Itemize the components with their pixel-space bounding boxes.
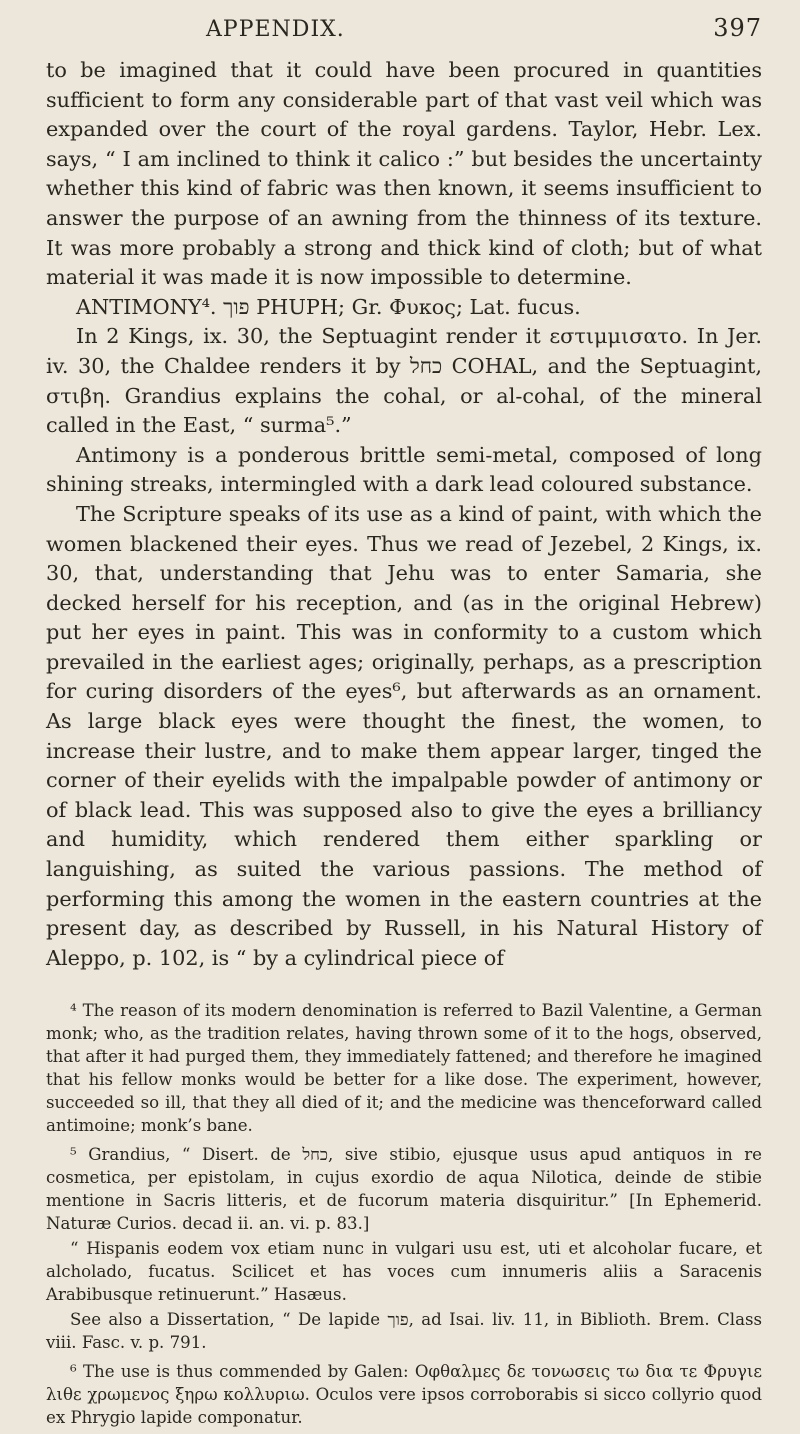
paragraph-scripture-use: The Scripture speaks of its use as a kind of paint, with which the women blackened their eyes. Thus we read of Jezebel, 2 Kings, ix. 30, that, understanding that Jehu was to enter Samaria, she decked herself for his reception, and (as in the original Hebrew) put her eyes in paint. This was in conformity to a custom which prevailed in the earliest ages; originally, perhaps, as a prescription for curing disorders of the eyes⁶, but afterwards as an ornament. As large black eyes were thought the finest, the women, to increase their lustre, and to make them appear larger, tinged the corner of their eyelids with the impalpable powder of antimony or of black lead. This was supposed also to give the eyes a brilliancy and humidity, which rendered them either sparkling or languishing, as suited the various passions. The method of performing this among the women in the eastern countries at the present day, as described by Russell, in his Natural History of Aleppo, p. 102, is “ by a cylindrical piece of: [46, 501, 762, 970]
running-header: [46, 14, 762, 42]
entry-heading-antimony: ANTIMONY⁴. פוך PHUPH; Gr. Φυκος; Lat. fucus.: [76, 294, 581, 319]
running-title: APPENDIX.: [206, 17, 345, 42]
paragraph-description: Antimony is a ponderous brittle semi-metal, composed of long shining streaks, intermingled with a dark lead coloured substance.: [46, 442, 762, 497]
main-text: [46, 56, 762, 973]
footnote-5-see-also: See also a Dissertation, “ De lapide פוך, ad Isai. liv. 11, in Biblioth. Brem. Class viii. Fasc. v. p. 791.: [46, 1310, 763, 1353]
footnotes: [46, 999, 762, 1429]
footnote-6: ⁶ The use is thus commended by Galen: Οφθαλμες δε τονωσεις τω δια τε Φρυγιε λιθε χρωμενος ξηρω κολλυριω. Oculos vere ipsos corroborabis si sicco collyrio quod ex Phrygio lapide componatur.: [46, 1362, 762, 1428]
footnote-4: ⁴ The reason of its modern denomination is referred to Bazil Valentine, a German monk; who, as the tradition relates, having thrown some of it to the hogs, observed, that after it had purged them, they immediately fattened; and therefore he imagined that his fellow monks would be better for a like dose. The experiment, however, succeeded so ill, that they all died of it; and the medicine was thenceforward called antimoine; monk’s bane.: [46, 1001, 762, 1136]
footnote-5-quote: “ Hispanis eodem vox etiam nunc in vulgari usu est, uti et alcoholar fucare, et alcholado, fucatus. Scilicet et has voces cum innumeris aliis a Saracenis Arabibusque retinuerunt.” Hasæus.: [46, 1239, 762, 1305]
page-number: 397: [713, 14, 762, 42]
footnote-5: ⁵ Grandius, “ Disert. de כחל, sive stibio, ejusque usus apud antiquos in re cosmetica, per epistolam, in cujus exordio de aqua Nilotica, deinde de stibie mentione in Sacris litteris, et de fucorum materia disquiritur.” [In Ephemerid. Naturæ Curios. decad ii. an. vi. p. 83.]: [46, 1145, 762, 1234]
paragraph-versions: In 2 Kings, ix. 30, the Septuagint render it εστιμμισατο. In Jer. iv. 30, the Chaldee renders it by כחל COHAL, and the Septuagint, στιβη. Grandius explains the cohal, or al-cohal, of the mineral called in the East, “ surma⁵.”: [46, 324, 762, 438]
paragraph-continuation: to be imagined that it could have been procured in quantities sufficient to form any considerable part of that vast veil which was expanded over the court of the royal gardens. Taylor, Hebr. Lex. says, “ I am inclined to think it calico :” but besides the uncertainty whether this kind of fabric was then known, it seems insufficient to answer the purpose of an awning from the thinness of its texture. It was more probably a strong and thick kind of cloth; but of what material it was made it is now impossible to determine.: [46, 58, 762, 290]
